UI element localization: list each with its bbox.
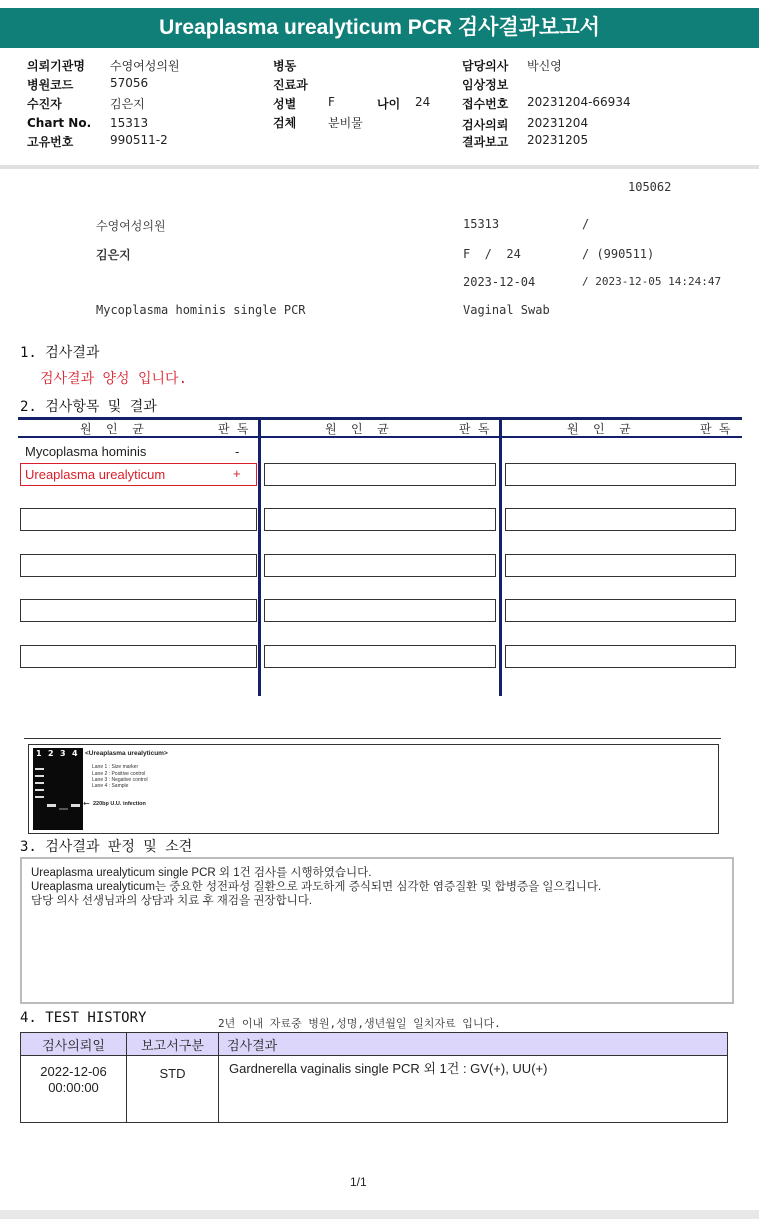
opinion-line-3: 담당 의사 선생님과의 상담과 치료 후 재검을 권장합니다. xyxy=(31,895,313,907)
dept-label: 진료과 xyxy=(273,78,308,92)
history-date: 2022-12-06 xyxy=(40,1064,107,1079)
negative-band xyxy=(59,808,68,810)
empty-cell xyxy=(505,645,736,668)
empty-cell xyxy=(20,554,257,577)
ward-label: 병동 xyxy=(273,59,297,73)
gel-electrophoresis-image xyxy=(33,748,83,830)
marker-band xyxy=(35,782,44,784)
chart-label: Chart No. xyxy=(27,116,92,130)
serial-number: 105062 xyxy=(628,180,672,194)
pathogen-name-1: Mycoplasma hominis xyxy=(25,444,147,459)
clinical-label: 임상정보 xyxy=(462,78,509,92)
col-report-type: 보고서구분 xyxy=(127,1033,219,1056)
gel-legend-2: Lane 2 : Positive control xyxy=(92,771,146,777)
pathogen-name-2: Ureaplasma urealyticum xyxy=(25,467,166,482)
pathogen-result-1: - xyxy=(235,444,240,459)
positive-band xyxy=(47,804,56,807)
result-positive-text: 검사결과 양성 입니다. xyxy=(40,371,188,387)
col-pathogen-2: 원 인 균 xyxy=(325,422,389,436)
opinion-box xyxy=(20,857,734,1004)
lane-label: 4 xyxy=(72,749,78,758)
request-value: 20231204 xyxy=(527,116,589,130)
section2-heading: 2. 검사항목 및 결과 xyxy=(20,399,157,415)
empty-cell xyxy=(264,508,496,531)
empty-cell xyxy=(505,554,736,577)
request-label: 검사의뢰 xyxy=(462,118,509,132)
doctor-label: 담당의사 xyxy=(462,59,509,73)
empty-cell xyxy=(264,463,496,486)
lane-label: 3 xyxy=(60,749,66,758)
summary-slash: / xyxy=(582,217,590,231)
summary-specimen: Vaginal Swab xyxy=(463,303,550,317)
marker-band xyxy=(35,775,44,777)
empty-cell xyxy=(505,463,736,486)
institution-value: 수영여성의원 xyxy=(110,59,180,73)
col-test-result: 검사결과 xyxy=(219,1033,728,1056)
sex-label: 성별 xyxy=(273,97,297,111)
section3-heading: 3. 검사결과 판정 및 소견 xyxy=(20,839,193,855)
col-pathogen-3: 원 인 균 xyxy=(567,422,631,436)
summary-chart: 15313 xyxy=(463,217,500,231)
age-value: 24 xyxy=(415,95,431,109)
gel-legend-1: Lane 1 : Size marker xyxy=(92,764,139,770)
summary-request-date: 2023-12-04 xyxy=(463,275,536,289)
gel-title: <Ureaplasma urealyticum> xyxy=(85,750,168,757)
section1-heading: 1. 검사결과 xyxy=(20,345,100,361)
unique-value: 990511-2 xyxy=(110,133,168,147)
receipt-label: 접수번호 xyxy=(462,97,509,111)
page-number: 1/1 xyxy=(350,1175,367,1189)
summary-birth: / (990511) xyxy=(582,247,655,261)
gel-legend-4: Lane 4 : Sample xyxy=(92,783,129,789)
history-table xyxy=(20,1032,728,1123)
receipt-value: 20231204-66934 xyxy=(527,95,631,109)
chart-value: 15313 xyxy=(110,116,149,130)
empty-cell xyxy=(20,645,257,668)
summary-test-name: Mycoplasma hominis single PCR xyxy=(96,303,306,317)
history-time: 00:00:00 xyxy=(48,1080,99,1095)
marker-band xyxy=(35,768,44,770)
lane-label: 2 xyxy=(48,749,54,758)
history-note: 2년 이내 자료중 병원,성명,생년월일 일치자료 입니다. xyxy=(218,1017,501,1030)
col-reading-3: 판 독 xyxy=(700,422,731,436)
pathogen-result-2: + xyxy=(233,466,241,481)
doctor-value: 박신영 xyxy=(527,59,562,73)
col-pathogen-1: 원 인 균 xyxy=(80,422,144,436)
sex-value: F xyxy=(328,95,335,109)
empty-cell xyxy=(264,554,496,577)
lane-label: 1 xyxy=(36,749,42,758)
marker-band xyxy=(35,796,44,798)
summary-patient: 김은지 xyxy=(96,248,131,262)
hospital-code-label: 병원코드 xyxy=(27,78,74,92)
patient-value: 김은지 xyxy=(110,97,145,111)
table-row xyxy=(21,1056,728,1123)
gel-top-rule xyxy=(24,738,721,739)
history-date-cell xyxy=(21,1056,127,1123)
hospital-code-value: 57056 xyxy=(110,76,149,90)
opinion-line-1: Ureaplasma urealyticum single PCR 외 1건 검사를 시행하였습니다. xyxy=(31,867,372,879)
gel-band-label: 220bp U.U. infection xyxy=(93,801,146,807)
institution-label: 의뢰기관명 xyxy=(27,59,85,73)
grid-divider-2 xyxy=(499,419,502,696)
result-label: 결과보고 xyxy=(462,135,509,149)
empty-cell xyxy=(505,599,736,622)
opinion-line-2: Ureaplasma urealyticum는 중요한 성전파성 질환으로 과도하게 증식되면 심각한 염증질환 및 합병증을 일으킵니다. xyxy=(31,881,602,893)
header-divider xyxy=(0,165,759,169)
sample-band xyxy=(71,804,80,807)
empty-cell xyxy=(20,508,257,531)
empty-cell xyxy=(264,599,496,622)
summary-clinic: 수영여성의원 xyxy=(96,219,166,233)
history-type: STD xyxy=(127,1056,219,1123)
specimen-label: 검체 xyxy=(273,116,297,130)
result-value: 20231205 xyxy=(527,133,589,147)
empty-cell xyxy=(20,599,257,622)
summary-report-datetime: / 2023-12-05 14:24:47 xyxy=(582,275,722,288)
marker-band xyxy=(35,789,44,791)
gel-legend-3: Lane 3 : Negative control xyxy=(92,777,148,783)
patient-label: 수진자 xyxy=(27,97,62,111)
empty-cell xyxy=(505,508,736,531)
unique-label: 고유번호 xyxy=(27,135,74,149)
summary-sex-age: F / 24 xyxy=(463,247,521,261)
col-reading-2: 판 독 xyxy=(459,422,490,436)
specimen-value: 분비물 xyxy=(328,116,363,130)
table-header-row xyxy=(21,1033,728,1056)
empty-cell xyxy=(264,645,496,668)
report-title: Ureaplasma urealyticum PCR 검사결과보고서 xyxy=(0,8,759,48)
col-request-date: 검사의뢰일 xyxy=(21,1033,127,1056)
section4-heading: 4. TEST HISTORY xyxy=(20,1010,147,1026)
age-label: 나이 xyxy=(377,97,401,111)
grid-divider-1 xyxy=(258,419,261,696)
gel-panel xyxy=(28,744,719,834)
col-reading-1: 판 독 xyxy=(218,422,249,436)
history-result: Gardnerella vaginalis single PCR 외 1건 : GV(+), UU(+) xyxy=(219,1056,728,1123)
arrow-left-icon: ← xyxy=(83,799,90,808)
footer-strip xyxy=(0,1210,759,1219)
